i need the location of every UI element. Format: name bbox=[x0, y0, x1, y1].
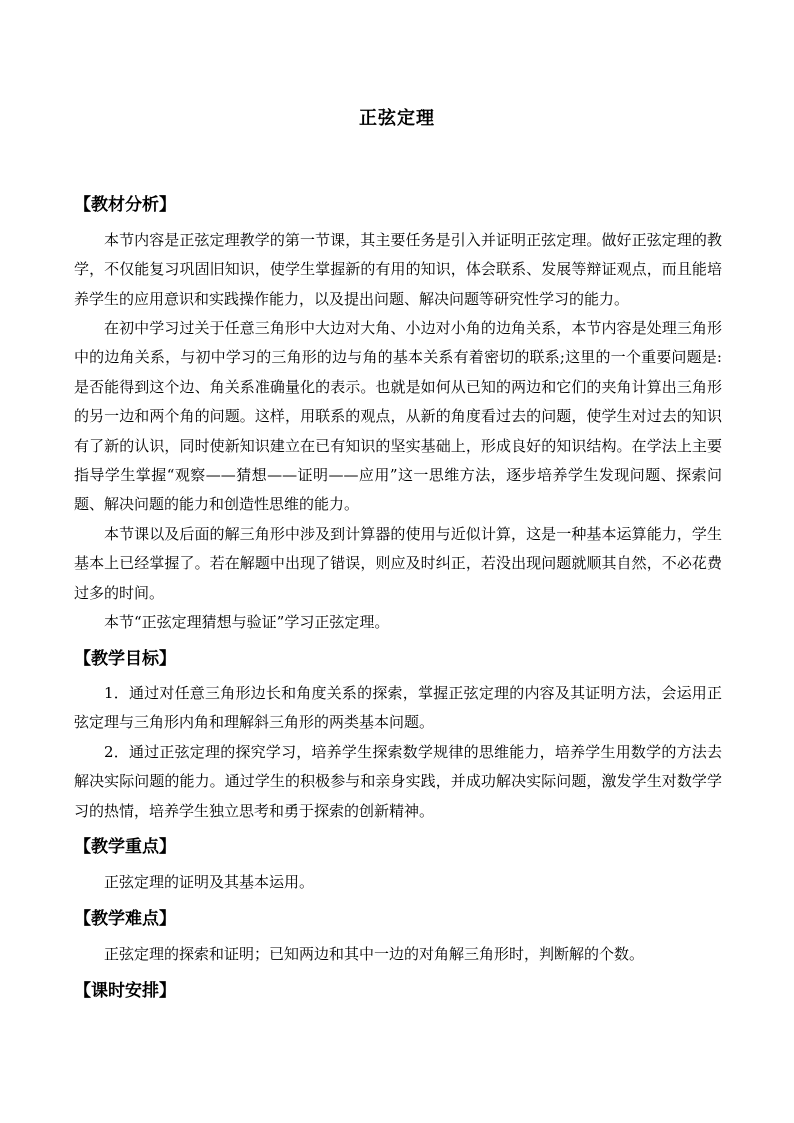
section-heading-teaching-focus: 【教学重点】 bbox=[74, 837, 176, 857]
section-heading-teaching-objectives: 【教学目标】 bbox=[74, 649, 176, 669]
paragraph: 1．通过对任意三角形边长和角度关系的探索，掌握正弦定理的内容及其证明方法，会运用正弦定理与三角形内角和理解斜三角形的两类基本问题。 bbox=[74, 684, 722, 732]
section-heading-textbook-analysis: 【教材分析】 bbox=[74, 195, 176, 215]
paragraph: 本节课以及后面的解三角形中涉及到计算器的使用与近似计算，这是一种基本运算能力，学生基本上已经掌握了。若在解题中出现了错误，则应及时纠正，若没出现问题就顺其自然，不必花费过多的时间。 bbox=[74, 525, 722, 602]
paragraph: 正弦定理的证明及其基本运用。 bbox=[104, 873, 315, 891]
section-heading-class-schedule: 【课时安排】 bbox=[74, 981, 176, 1001]
paragraph: 本节“正弦定理猜想与验证”学习正弦定理。 bbox=[104, 613, 390, 631]
page-title: 正弦定理 bbox=[359, 108, 435, 129]
paragraph: 正弦定理的探索和证明；已知两边和其中一边的对角解三角形时，判断解的个数。 bbox=[104, 945, 645, 963]
paragraph: 在初中学习过关于任意三角形中大边对大角、小边对小角的边角关系，本节内容是处理三角形中的边角关系，与初中学习的三角形的边与角的基本关系有着密切的联系;这里的一个重要问题是: 是否能得到这个边、角关系准确量化的表示。也就是如何从已知的两边和它们的夹角计算出三角形的另一边和两个角的问题。这样，用联系的观点，从新的角度看过去的问题，使学生对过去的知识有了新的认识，同时使新知识建立在已有知识的坚实基础上，形成良好的知识结构。在学法上主要指导学生掌握“观察——猜想——证明——应用”这一思维方法，逐步培养学生发现问题、探索问题、解决问题的能力和创造性思维的能力。 bbox=[74, 319, 722, 514]
paragraph: 2．通过正弦定理的探究学习，培养学生探索数学规律的思维能力，培养学生用数学的方法去解决实际问题的能力。通过学生的积极参与和亲身实践，并成功解决实际问题，激发学生对数学学习的热情，培养学生独立思考和勇于探索的创新精神。 bbox=[74, 743, 722, 820]
section-heading-teaching-difficulty: 【教学难点】 bbox=[74, 909, 176, 929]
paragraph: 本节内容是正弦定理教学的第一节课，其主要任务是引入并证明正弦定理。做好正弦定理的教学，不仅能复习巩固旧知识，使学生掌握新的有用的知识，体会联系、发展等辩证观点，而且能培养学生的应用意识和实践操作能力，以及提出问题、解决问题等研究性学习的能力。 bbox=[74, 231, 722, 308]
